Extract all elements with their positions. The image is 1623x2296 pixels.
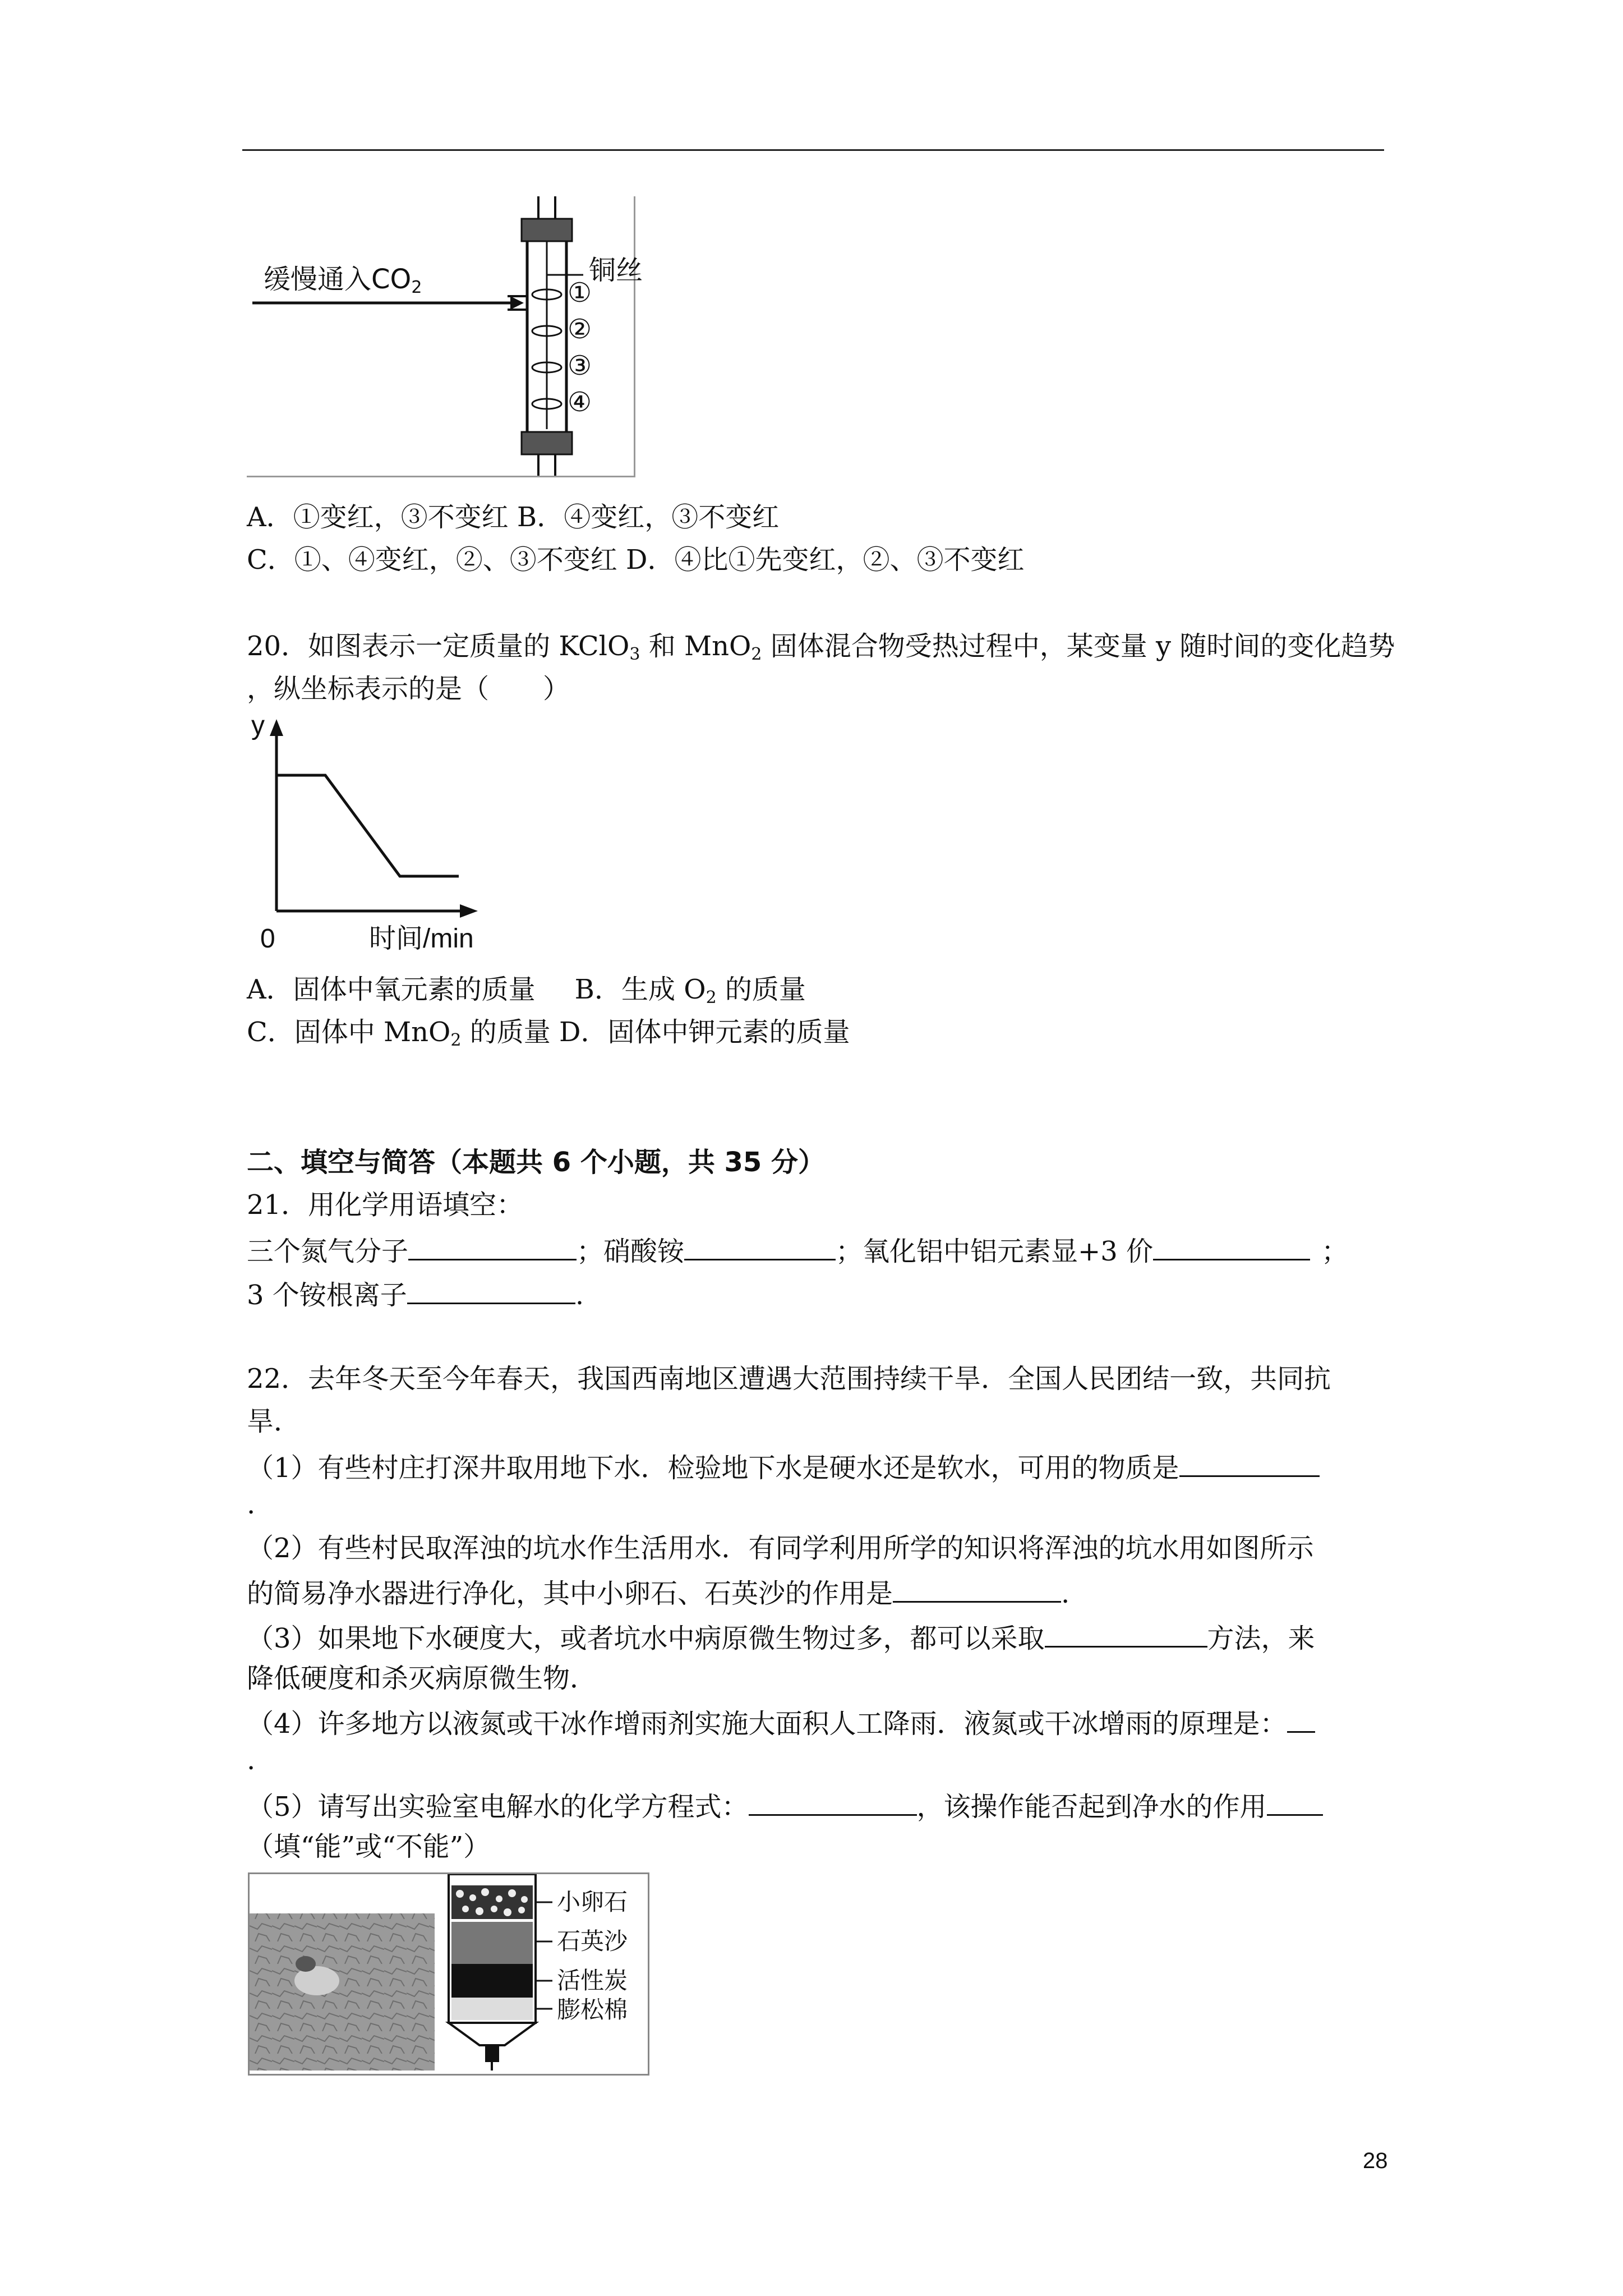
co2-tube-figure xyxy=(247,196,643,477)
page-number: 28 xyxy=(1363,2148,1388,2173)
q20-stem-line2: ，纵坐标表示的是（ ） xyxy=(247,673,570,705)
q22-figure xyxy=(248,1872,649,2076)
q22-sub5-line2: （填“能”或“不能”） xyxy=(247,1831,491,1862)
q20-chart xyxy=(247,708,487,952)
section-heading: 二、填空与简答（本题共 6 个小题，共 35 分） xyxy=(247,1147,826,1178)
answer-blank[interactable] xyxy=(893,1573,1061,1603)
disc-label-3: ③ xyxy=(568,350,592,381)
answer-blank[interactable] xyxy=(408,1231,577,1260)
answer-blank[interactable] xyxy=(407,1274,575,1304)
q22-sub5: （5）请写出实验室电解水的化学方程式： ，该操作能否起到净水的作用 xyxy=(247,1786,1323,1825)
answer-blank[interactable] xyxy=(1287,1703,1315,1733)
disc-label-4: ④ xyxy=(568,386,592,418)
chart-y-label: y xyxy=(251,711,265,740)
q22-stem-line2: 旱． xyxy=(247,1406,301,1437)
q21-line1: 三个氮气分子 ；硝酸铵 ；氧化铝中铝元素显+3 价 ； xyxy=(247,1231,1348,1269)
q20-options-line1: A．固体中氧元素的质量 B．生成 $O_2$ 的质量 xyxy=(247,974,806,1007)
q22-stem-line1: 22．去年冬天至今年春天，我国西南地区遭遇大范围持续干旱．全国人民团结一致，共同抗 xyxy=(247,1363,1331,1395)
q19-options-line1: A．①变红，③不变红 B．④变红，③不变红 xyxy=(247,501,780,533)
q20-options-line2: C．固体中 MnO$_2$ 的质量 D．固体中钾元素的质量 xyxy=(247,1016,850,1050)
q21-stem: 21．用化学用语填空： xyxy=(247,1189,524,1221)
chart-x-label: 时间/min xyxy=(369,924,474,954)
filter-label-cotton: 膨松棉 xyxy=(557,1996,628,2023)
copper-wire-label: 铜丝 xyxy=(589,255,643,286)
co2-inlet-label: 缓慢通入$CO_2$ xyxy=(264,264,422,297)
disc-label-1: ① xyxy=(568,277,592,309)
q22-sub2-line2: 的简易净水器进行净化，其中小卵石、石英沙的作用是 . xyxy=(247,1573,1069,1612)
q19-options-line2: C．①、④变红，②、③不变红 D．④比①先变红，②、③不变红 xyxy=(247,544,1025,576)
answer-blank[interactable] xyxy=(1267,1786,1323,1816)
answer-blank[interactable] xyxy=(1179,1447,1320,1477)
answer-blank[interactable] xyxy=(1045,1618,1207,1648)
q22-sub3-line1: （3）如果地下水硬度大，或者坑水中病原微生物过多，都可以采取 方法，来 xyxy=(247,1618,1315,1657)
filter-label-pebble: 小卵石 xyxy=(557,1888,628,1916)
answer-blank[interactable] xyxy=(1153,1231,1310,1260)
q22-sub1-end: . xyxy=(247,1489,256,1520)
q22-sub1: （1）有些村庄打深井取用地下水．检验地下水是硬水还是软水，可用的物质是 xyxy=(247,1447,1320,1486)
filter-label-carbon: 活性炭 xyxy=(557,1967,628,1994)
header-rule xyxy=(242,149,1384,151)
chart-origin-label: 0 xyxy=(260,924,275,954)
q22-sub4-end: . xyxy=(247,1745,256,1776)
answer-blank[interactable] xyxy=(684,1231,836,1260)
disc-label-2: ② xyxy=(568,314,592,345)
q21-line2: 3 个铵根离子 . xyxy=(247,1274,584,1313)
answer-blank[interactable] xyxy=(749,1786,917,1816)
q22-sub2-line1: （2）有些村民取浑浊的坑水作生活用水．有同学利用所学的知识将浑浊的坑水用如图所示 xyxy=(247,1533,1314,1564)
q22-sub4: （4）许多地方以液氮或干冰作增雨剂实施大面积人工降雨．液氮或干冰增雨的原理是： xyxy=(247,1703,1315,1742)
q20-stem: 20．如图表示一定质量的 KClO$_3$ 和 MnO$_2$ 固体混合物受热过程中，某变量 y 随时间的变化趋势 xyxy=(247,631,1395,664)
filter-label-sand: 石英沙 xyxy=(557,1927,628,1955)
q20-trend-line xyxy=(276,775,459,876)
q22-sub3-line2: 降低硬度和杀灭病原微生物． xyxy=(247,1663,597,1694)
